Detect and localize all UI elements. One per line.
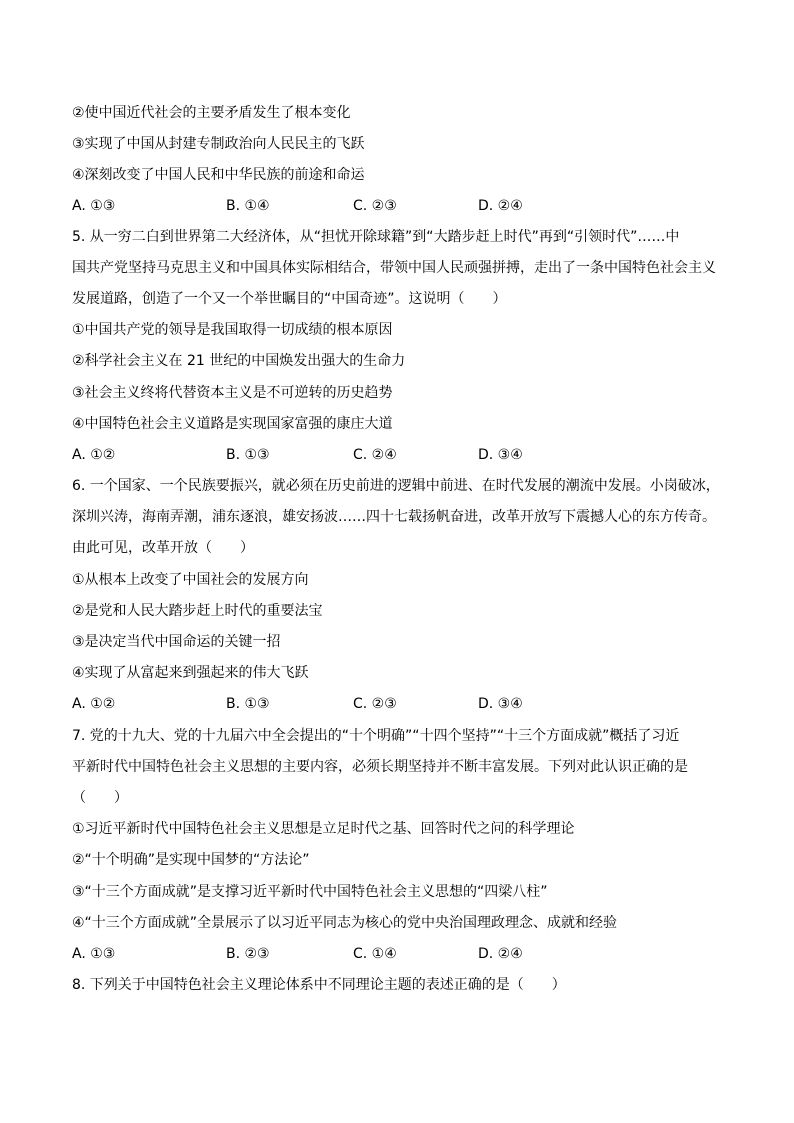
- q6-statement-2: ②是党和人民大踏步赶上时代的重要法宝: [72, 603, 323, 619]
- q6-stem-line-1: 6. 一个国家、一个民族要振兴，就必须在历史前进的逻辑中前进、在时代发展的潮流中发展。小岗破冰，: [72, 478, 720, 494]
- q5-option-b: B. ①③: [226, 447, 270, 463]
- q6-option-b: B. ①③: [226, 696, 270, 712]
- q8-stem-line-1: 8. 下列关于中国特色社会主义理论体系中不同理论主题的表述正确的是（ ）: [72, 977, 566, 993]
- q5-option-a: A. ①②: [72, 447, 116, 463]
- q6-option-c: C. ②③: [353, 696, 397, 712]
- q4-options: [72, 197, 722, 215]
- q7-stem-line-1: 7. 党的十九大、党的十九届六中全会提出的“十个明确”“十四个坚持”“十三个方面成就”概括了习近: [72, 728, 680, 744]
- q7-options: [72, 945, 722, 963]
- q6-options: [72, 695, 722, 713]
- q5-statement-3: ③社会主义终将代替资本主义是不可逆转的历史趋势: [72, 385, 393, 401]
- q6-option-a: A. ①②: [72, 696, 116, 712]
- q5-option-d: D. ③④: [478, 447, 523, 463]
- q4-option-a: A. ①③: [72, 198, 116, 214]
- q4-statement-4: ④深刻改变了中国人民和中华民族的前途和命运: [72, 167, 365, 183]
- q4-option-b: B. ①④: [226, 198, 270, 214]
- q6-option-d: D. ③④: [478, 696, 523, 712]
- q5-stem-line-3: 发展道路，创造了一个又一个举世瞩目的“中国奇迹”。这说明（ ）: [72, 291, 507, 307]
- q7-stem-line-3: （ ）: [72, 790, 128, 806]
- q5-stem-line-1: 5. 从一穷二白到世界第二大经济体，从“担忧开除球籍”到“大踏步赶上时代”再到“引领时代”……中: [72, 229, 680, 245]
- q4-option-c: C. ②③: [353, 198, 397, 214]
- q5-option-c: C. ②④: [353, 447, 397, 463]
- q4-option-d: D. ②④: [478, 198, 523, 214]
- q5-stem-line-2: 国共产党坚持马克思主义和中国具体实际相结合，带领中国人民顽强拼搏，走出了一条中国特色社会主义: [72, 260, 716, 276]
- q4-statement-3: ③实现了中国从封建专制政治向人民民主的飞跃: [72, 136, 365, 152]
- q4-statement-2: ②使中国近代社会的主要矛盾发生了根本变化: [72, 105, 351, 121]
- q5-statement-4: ④中国特色社会主义道路是实现国家富强的康庄大道: [72, 416, 393, 432]
- q7-statement-4: ④“十三个方面成就”全景展示了以习近平同志为核心的党中央治国理政理念、成就和经验: [72, 915, 618, 931]
- q7-option-c: C. ①④: [353, 946, 397, 962]
- q7-statement-1: ①习近平新时代中国特色社会主义思想是立足时代之基、回答时代之问的科学理论: [72, 821, 575, 837]
- q7-option-a: A. ①③: [72, 946, 116, 962]
- q7-statement-3: ③“十三个方面成就”是支撑习近平新时代中国特色社会主义思想的“四梁八柱”: [72, 884, 548, 900]
- q6-statement-4: ④实现了从富起来到强起来的伟大飞跃: [72, 665, 309, 681]
- q5-statement-2: ②科学社会主义在 21 世纪的中国焕发出强大的生命力: [72, 353, 406, 369]
- q6-stem-line-2: 深圳兴涛，海南弄潮，浦东逐浪，雄安扬波……四十七载扬帆奋进，改革开放写下震撼人心的东方传奇。: [72, 509, 716, 525]
- q6-stem-line-3: 由此可见，改革开放（ ）: [72, 540, 254, 556]
- q7-option-b: B. ②③: [226, 946, 270, 962]
- q6-statement-1: ①从根本上改变了中国社会的发展方向: [72, 572, 309, 588]
- q7-stem-line-2: 平新时代中国特色社会主义思想的主要内容，必须长期坚持并不断丰富发展。下列对此认识正确的是: [72, 759, 688, 775]
- q7-option-d: D. ②④: [478, 946, 523, 962]
- q6-statement-3: ③是决定当代中国命运的关键一招: [72, 634, 281, 650]
- q7-statement-2: ②“十个明确”是实现中国梦的“方法论”: [72, 852, 310, 868]
- q5-statement-1: ①中国共产党的领导是我国取得一切成绩的根本原因: [72, 322, 393, 338]
- q5-options: [72, 446, 722, 464]
